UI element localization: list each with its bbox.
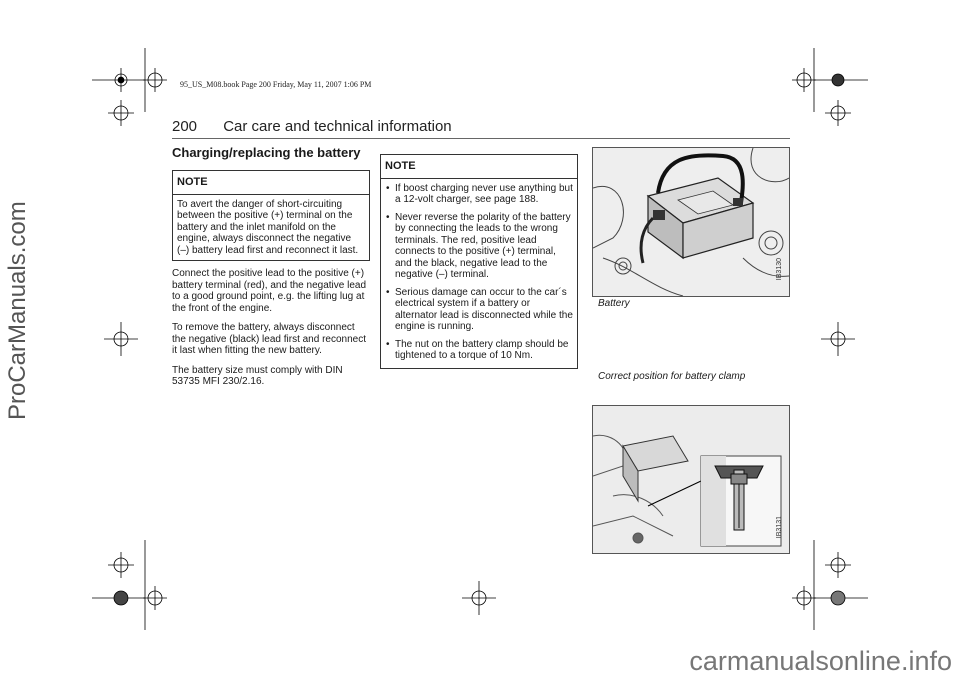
list-item: • Never reverse the polarity of the battery by connecting the leads to the wrong terminals. The red, positive lead connects to the positive (+) terminal, and the black, negative lead to the negative (–) terminal. (385, 212, 573, 281)
list-item: • If boost charging never use anything but a 12-volt charger, see page 188. (385, 183, 573, 206)
note-heading: NOTE (381, 155, 577, 179)
figure-code: IB3131 (776, 516, 783, 539)
body-text (172, 268, 367, 396)
note-list (385, 183, 573, 362)
list-item: • The nut on the battery clamp should be tightened to a torque of 10 Nm. (385, 339, 573, 362)
watermark-side: ProCarManuals.com (4, 201, 31, 420)
section-title: Charging/replacing the battery (172, 145, 361, 160)
chapter-title: Car care and technical information (223, 118, 452, 135)
note-box-charging (380, 154, 578, 369)
header-rule (172, 138, 790, 139)
note-text: To avert the danger of short-circuiting between the positive (+) terminal on the battery and the inlet manifold on the engine, always disconnect the negative (–) battery lead first and reconnect it last. (177, 198, 359, 256)
file-meta: 95_US_M08.book Page 200 Friday, May 11, 2007 1:06 PM (180, 80, 372, 89)
battery-illustration (592, 147, 790, 297)
paragraph-connect: Connect the positive lead to the positive (+) battery terminal (red), and the negative lead to a good ground point, e.g. the lifting lug at the front of the engine. (172, 268, 366, 314)
figure-caption-battery: Battery (598, 298, 630, 309)
note-box-short-circuit (172, 170, 370, 261)
clamp-illustration (592, 405, 790, 554)
page-header (172, 118, 452, 135)
battery-drawing (593, 148, 789, 296)
clamp-drawing (593, 406, 789, 553)
figure-caption-clamp: Correct position for battery clamp (598, 371, 746, 382)
paragraph-size: The battery size must comply with DIN 53735 MFI 230/2.16. (172, 364, 343, 387)
figure-code: IB3130 (776, 258, 783, 281)
watermark-bottom: carmanualsonline.info (689, 646, 952, 676)
page-number: 200 (172, 118, 198, 135)
list-item: • Serious damage can occur to the car´s electrical system if a battery or alternator lead is disconnected while the engine is running. (385, 287, 573, 333)
note-heading: NOTE (173, 171, 369, 195)
paragraph-remove: To remove the battery, always disconnect the negative (black) lead first and reconnect it last when fitting the new battery. (172, 322, 366, 356)
